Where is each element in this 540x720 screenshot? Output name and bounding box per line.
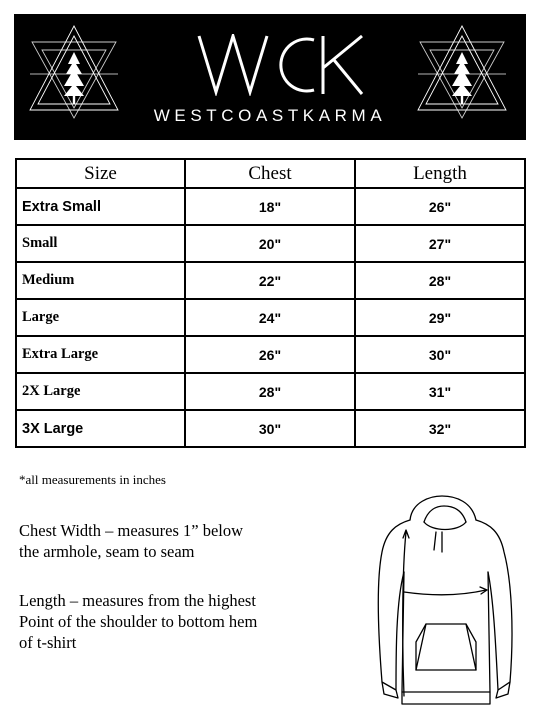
- chest-value: 26": [185, 336, 355, 373]
- length-value: 32": [355, 410, 525, 447]
- size-name: Small: [16, 225, 185, 262]
- table-row: [16, 188, 525, 225]
- length-value: 30": [355, 336, 525, 373]
- chest-value: 24": [185, 299, 355, 336]
- size-chart-table: [15, 158, 526, 448]
- table-row: [16, 410, 525, 447]
- table-row: [16, 336, 525, 373]
- chest-value: 20": [185, 225, 355, 262]
- size-column-header: Size: [16, 159, 185, 188]
- chest-description-line: the armhole, seam to seam: [19, 542, 195, 561]
- length-description: [19, 590, 319, 653]
- size-name: 3X Large: [16, 410, 185, 447]
- table-header-row: [16, 159, 525, 188]
- chest-description-line: Chest Width – measures 1” below: [19, 521, 244, 540]
- length-value: 27": [355, 225, 525, 262]
- chest-column-header: Chest: [185, 159, 355, 188]
- units-note: *all measurements in inches: [19, 472, 166, 487]
- size-name: Large: [16, 299, 185, 336]
- chest-value: 22": [185, 262, 355, 299]
- chest-value: 30": [185, 410, 355, 447]
- table-row: [16, 225, 525, 262]
- length-description-line: Length – measures from the highest: [19, 591, 256, 610]
- length-description-line: of t-shirt: [19, 633, 77, 652]
- length-value: 29": [355, 299, 525, 336]
- table-row: [16, 262, 525, 299]
- length-value: 26": [355, 188, 525, 225]
- hoodie-diagram-icon: [372, 492, 538, 712]
- size-name: Extra Small: [16, 188, 185, 225]
- length-description-line: Point of the shoulder to bottom hem: [19, 612, 258, 631]
- table-row: [16, 299, 525, 336]
- wck-monogram: [196, 34, 366, 96]
- length-column-header: Length: [355, 159, 525, 188]
- chest-description: [19, 520, 319, 562]
- length-value: 31": [355, 373, 525, 410]
- brand-wordmark: WESTCOASTKARMA: [153, 106, 387, 125]
- chest-value: 18": [185, 188, 355, 225]
- size-name: 2X Large: [16, 373, 185, 410]
- stray-dot: [14, 133, 17, 136]
- size-name: Medium: [16, 262, 185, 299]
- pine-tree-triangle-icon: [416, 24, 508, 120]
- size-name: Extra Large: [16, 336, 185, 373]
- table-row: [16, 373, 525, 410]
- length-value: 28": [355, 262, 525, 299]
- brand-banner: [14, 14, 526, 140]
- chest-value: 28": [185, 373, 355, 410]
